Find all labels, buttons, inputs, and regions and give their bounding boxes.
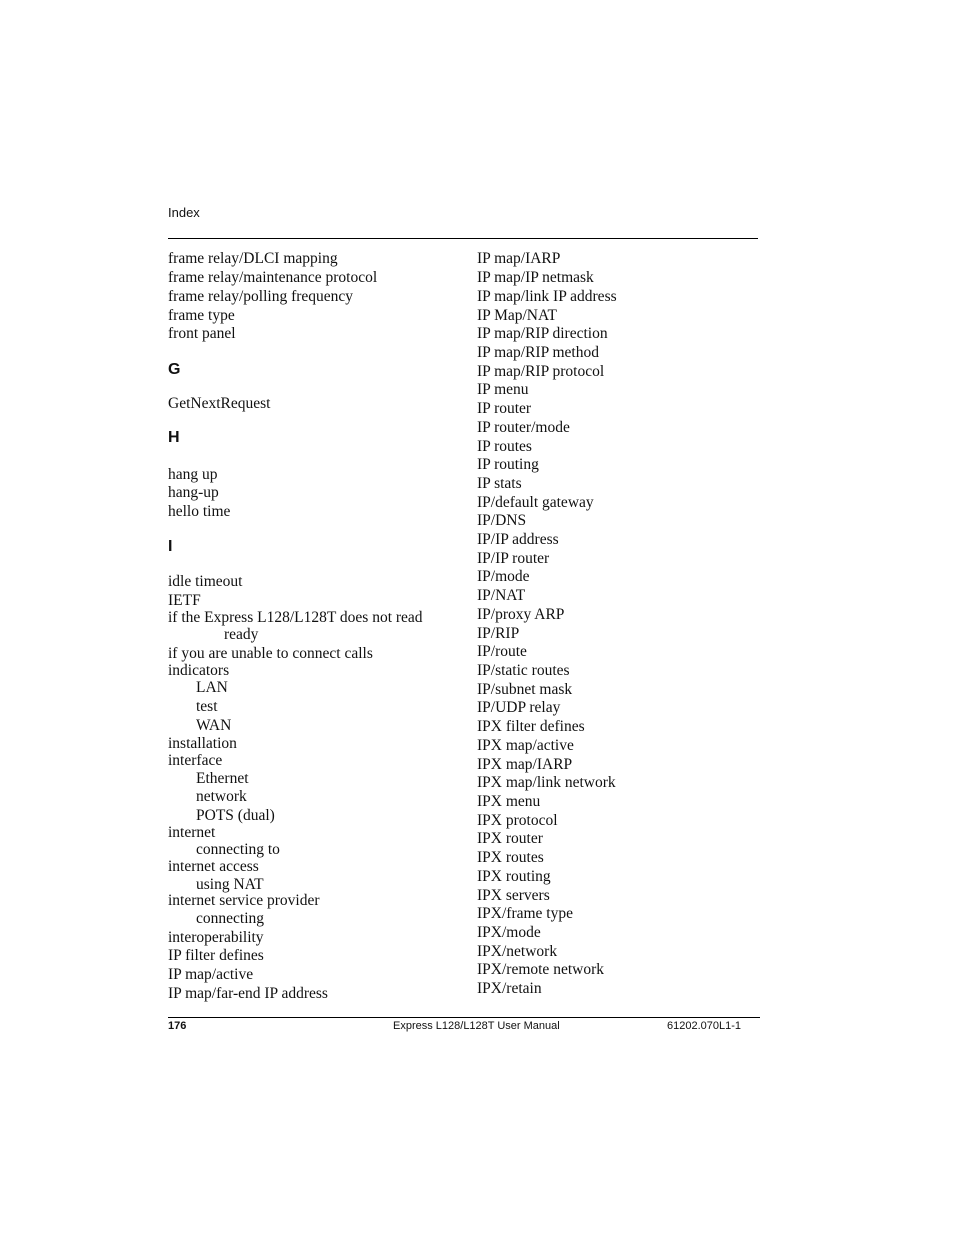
index-entry: IPX filter defines [477, 718, 585, 735]
index-entry: IP/UDP relay [477, 699, 561, 716]
index-subentry: connecting to [196, 841, 280, 858]
index-entry: IP Map/NAT [477, 307, 557, 324]
index-entry: internet access [168, 858, 259, 875]
index-entry: IPX menu [477, 793, 541, 810]
index-entry-continuation: ready [224, 626, 259, 643]
index-entry: IPX map/IARP [477, 756, 573, 773]
index-entry: IP filter defines [168, 947, 264, 964]
index-entry: frame type [168, 307, 235, 324]
index-entry: IP/NAT [477, 587, 526, 604]
index-entry: IP/IP address [477, 531, 559, 548]
index-entry: hang up [168, 466, 218, 483]
index-entry: indicators [168, 662, 230, 679]
index-entry: IPX routes [477, 849, 544, 866]
index-entry: internet service provider [168, 892, 320, 909]
index-entry: IP/subnet mask [477, 681, 573, 698]
index-entry: IETF [168, 592, 201, 609]
index-entry: IPX/frame type [477, 905, 573, 922]
index-entry: IP routing [477, 456, 539, 473]
index-entry: IPX routing [477, 868, 551, 885]
manual-title: Express L128/L128T User Manual [393, 1020, 560, 1032]
index-entry: interoperability [168, 929, 264, 946]
index-entry: GetNextRequest [168, 395, 271, 412]
index-entry: IPX/mode [477, 924, 541, 941]
index-subentry: POTS (dual) [196, 807, 275, 824]
index-entry: IP map/RIP method [477, 344, 599, 361]
index-entry: IP menu [477, 381, 529, 398]
index-entry: IP router/mode [477, 419, 570, 436]
index-letter-heading: G [168, 361, 181, 378]
index-entry: frame relay/polling frequency [168, 288, 354, 305]
header-rule [168, 238, 758, 239]
index-entry: IP/IP router [477, 550, 550, 567]
index-entry: if the Express L128/L128T does not read [168, 609, 423, 626]
index-entry: IP/route [477, 643, 527, 660]
index-entry: IP map/link IP address [477, 288, 617, 305]
index-entry: IP map/active [168, 966, 254, 983]
index-entry: IP map/IARP [477, 250, 561, 267]
index-entry: IP/DNS [477, 512, 527, 529]
index-subentry: Ethernet [196, 770, 249, 787]
index-entry: IP router [477, 400, 532, 417]
index-entry: idle timeout [168, 573, 243, 590]
index-entry: IP map/IP netmask [477, 269, 594, 286]
index-entry: IP routes [477, 438, 532, 455]
index-entry: IPX/remote network [477, 961, 604, 978]
index-entry: installation [168, 735, 237, 752]
index-entry: IP map/RIP direction [477, 325, 608, 342]
index-entry: front panel [168, 325, 236, 342]
index-entry: IP/proxy ARP [477, 606, 565, 623]
index-entry: if you are unable to connect calls [168, 645, 373, 662]
index-entry: IP/default gateway [477, 494, 594, 511]
index-entry: hang-up [168, 484, 219, 501]
index-letter-heading: I [168, 538, 173, 555]
index-subentry: LAN [196, 679, 228, 696]
document-number: 61202.070L1-1 [667, 1020, 742, 1032]
index-entry: IPX router [477, 830, 543, 847]
index-entry: IP stats [477, 475, 522, 492]
index-subentry: network [196, 788, 247, 805]
index-entry: IP/mode [477, 568, 530, 585]
index-entry: IPX/network [477, 943, 558, 960]
index-entry: IP map/far-end IP address [168, 985, 328, 1002]
index-entry: internet [168, 824, 216, 841]
index-entry: frame relay/maintenance protocol [168, 269, 378, 286]
index-subentry: using NAT [196, 876, 264, 893]
index-subentry: test [196, 698, 218, 715]
index-subentry: WAN [196, 717, 232, 734]
index-entry: interface [168, 752, 223, 769]
index-entry: IPX map/link network [477, 774, 616, 791]
index-subentry: connecting [196, 910, 265, 927]
footer-rule [168, 1017, 760, 1018]
index-entry: IPX/retain [477, 980, 542, 997]
index-entry: IP/RIP [477, 625, 520, 642]
index-entry: frame relay/DLCI mapping [168, 250, 338, 267]
page-number: 176 [168, 1020, 187, 1032]
index-entry: IP/static routes [477, 662, 570, 679]
index-entry: IPX servers [477, 887, 550, 904]
index-entry: IP map/RIP protocol [477, 363, 605, 380]
index-entry: IPX protocol [477, 812, 558, 829]
index-entry: hello time [168, 503, 231, 520]
running-header: Index [168, 205, 200, 220]
index-entry: IPX map/active [477, 737, 574, 754]
index-letter-heading: H [168, 429, 180, 446]
